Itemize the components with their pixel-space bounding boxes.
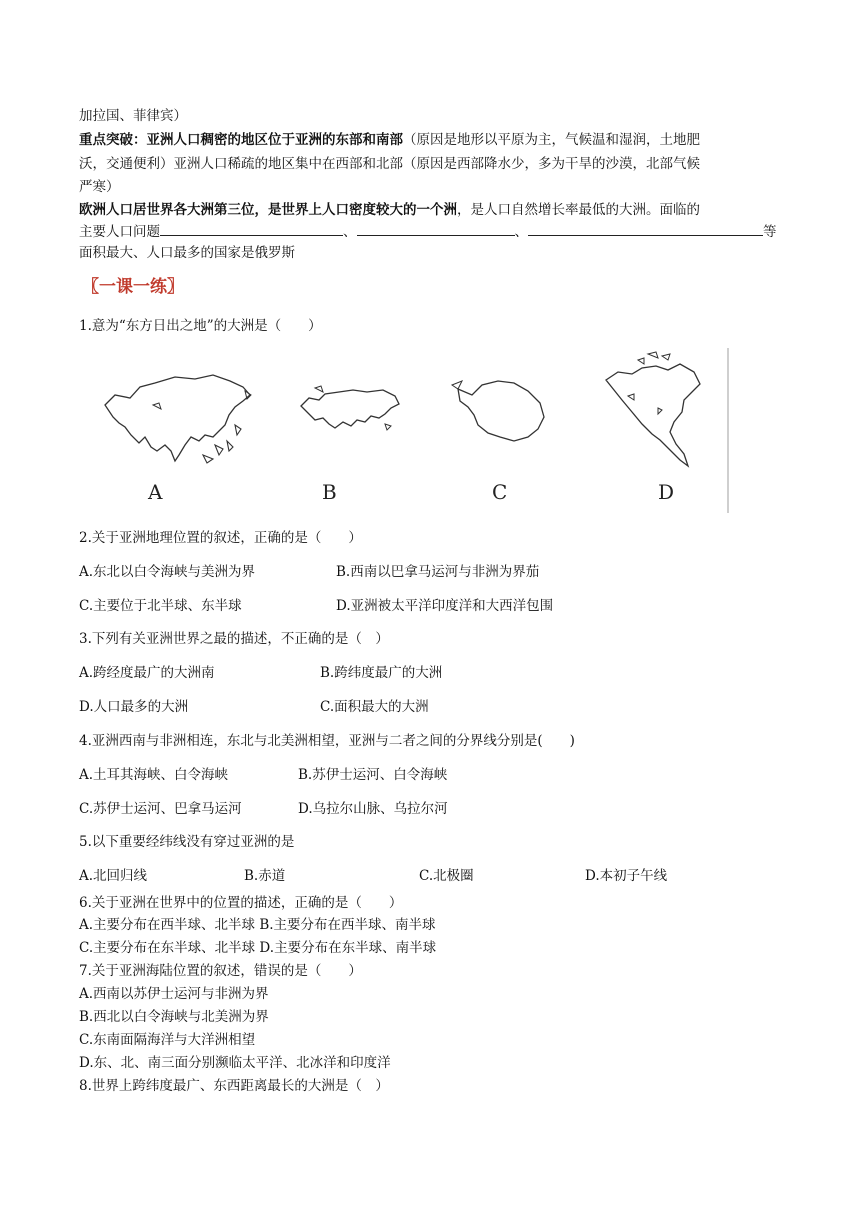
intro-line-3: 沃，交通便利）亚洲人口稀疏的地区集中在西部和北部（原因是西部降水少，多为干旱的沙漠，北部气候 (79, 156, 700, 172)
question-1: 1.意为“东方日出之地”的大洲是（ ） (79, 318, 322, 334)
problems-prefix: 主要人口问题 (79, 224, 160, 240)
q7-option-d[interactable]: D.东、北、南三面分别濒临太平洋、北冰洋和印度洋 (79, 1055, 391, 1071)
q7-option-c[interactable]: C.东南面隔海洋与大洋洲相望 (79, 1032, 256, 1048)
question-8: 8.世界上跨纬度最广、东西距离最长的大洲是（ ） (79, 1078, 389, 1094)
north-america-map-icon (598, 350, 708, 475)
eurasia-map-icon (295, 380, 405, 440)
q6-options-ab[interactable]: A.主要分布在西半球、北半球 B.主要分布在西半球、南半球 (79, 917, 436, 933)
sep-1: 、 (343, 224, 357, 240)
blank-2[interactable] (357, 221, 515, 236)
question-6: 6.关于亚洲在世界中的位置的描述，正确的是（ ） (79, 895, 403, 911)
q2-option-d[interactable]: D.亚洲被太平洋印度洋和大西洋包围 (336, 598, 554, 614)
key-point-rest: （原因是地形以平原为主，气候温和湿润，土地肥 (403, 132, 700, 148)
q3-option-a[interactable]: A.跨经度最广的大洲南 (79, 665, 215, 681)
q5-option-a[interactable]: A.北回归线 (79, 868, 148, 884)
q4-option-a[interactable]: A.土耳其海峡、白令海峡 (79, 767, 229, 783)
q5-option-b[interactable]: B.赤道 (244, 868, 286, 884)
continent-maps (90, 345, 740, 515)
q3-option-d[interactable]: D.人口最多的大洲 (79, 699, 189, 715)
key-point-line (79, 130, 700, 150)
q5-option-d[interactable]: D.本初子午线 (585, 868, 668, 884)
q4-option-c[interactable]: C.苏伊士运河、巴拿马运河 (79, 801, 242, 817)
sep-2: 、 (514, 224, 528, 240)
question-2: 2.关于亚洲地理位置的叙述，正确的是（ ） (79, 530, 362, 546)
intro-line-4: 严寒） (79, 179, 120, 195)
section-title: 〖一课一练〗 (82, 277, 184, 297)
q2-option-a[interactable]: A.东北以白令海峡与美洲为界 (79, 564, 256, 580)
key-point-bold: 亚洲人口稠密的地区位于亚洲的东部和南部 (146, 132, 403, 148)
q5-option-c[interactable]: C.北极圈 (419, 868, 474, 884)
map-label-b: B (322, 480, 337, 504)
map-label-d: D (658, 480, 675, 504)
intro-line-1: 加拉国、菲律宾） (79, 108, 187, 124)
q3-option-b[interactable]: B.跨纬度最广的大洲 (320, 665, 443, 681)
q4-option-b[interactable]: B.苏伊士运河、白令海峡 (298, 767, 448, 783)
map-label-c: C (492, 480, 508, 504)
europe-rest: ，是人口自然增长率最低的大洲。面临的 (457, 202, 700, 218)
europe-line (79, 200, 700, 220)
question-4: 4.亚洲西南与非洲相连，东北与北美洲相望，亚洲与二者之间的分界线分别是( ) (79, 733, 575, 749)
q6-options-cd[interactable]: C.主要分布在东半球、北半球 D.主要分布在东半球、南半球 (79, 940, 437, 956)
asia-map-icon (95, 365, 260, 470)
question-7: 7.关于亚洲海陆位置的叙述，错误的是（ ） (79, 963, 362, 979)
q4-option-d[interactable]: D.乌拉尔山脉、乌拉尔河 (298, 801, 448, 817)
q2-option-b[interactable]: B.西南以巴拿马运河与非洲为界茄 (336, 564, 540, 580)
europe-bold: 欧洲人口居世界各大洲第三位，是世界上人口密度较大的一个洲 (79, 202, 457, 218)
blank-3[interactable] (528, 221, 763, 236)
antarctica-map-icon (448, 375, 553, 450)
problems-suffix: 等 (763, 224, 777, 240)
q3-option-c[interactable]: C.面积最大的大洲 (320, 699, 429, 715)
key-point-label: 重点突破： (79, 132, 147, 148)
question-5: 5.以下重要经纬线没有穿过亚洲的是 (79, 834, 295, 850)
q7-option-b[interactable]: B.西北以白令海峡与北美洲为界 (79, 1009, 269, 1025)
blank-1[interactable] (160, 221, 343, 236)
question-3: 3.下列有关亚洲世界之最的描述，不正确的是（ ） (79, 631, 389, 647)
q7-option-a[interactable]: A.西南以苏伊士运河与非洲为界 (79, 986, 269, 1002)
q2-option-c[interactable]: C.主要位于北半球、东半球 (79, 598, 242, 614)
russia-line: 面积最大、人口最多的国家是俄罗斯 (79, 245, 295, 261)
map-label-a: A (148, 480, 163, 504)
problems-line (79, 221, 777, 242)
